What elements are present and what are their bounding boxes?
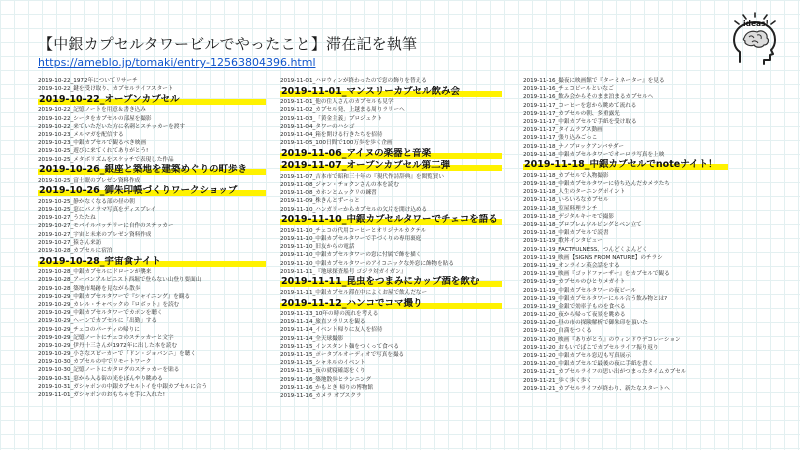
activity-item: 2019-10-27_モバイルバッテリーに自作のステッカー <box>38 223 174 230</box>
activity-item: 2019-11-19_映画【SIGNS FROM NATURE】のチラシ <box>523 254 663 261</box>
activity-item: 2019-10-27_うたたね <box>38 215 96 222</box>
activity-item: 2019-11-19_FACTFULNESS、つんどくよんどく <box>523 246 648 253</box>
activity-item: 2019-11-19_金銀で効率子ものを食べる <box>523 303 626 310</box>
activity-item: 2019-11-18_カプセルで入物撮影 <box>523 172 609 179</box>
activity-item: 2019-10-29_チェコのパーティの帰りに <box>38 326 140 333</box>
activity-item: 2019-11-20_昼の市の探険解析で御朱印を頂いた <box>523 320 648 327</box>
activity-item: 2019-11-18_ナノブロックアンバサダー <box>523 143 625 150</box>
activity-item: 2019-11-17_コーヒーを窓から眺めて流れる <box>523 102 637 109</box>
activity-item: 2019-10-25_メタボリズムをスケッチで表現した作品 <box>38 156 174 163</box>
activity-item: 2019-10-25_富士眠のプレゼン資料作成 <box>38 177 141 184</box>
activity-item: 2019-11-14_イベント帰りに友人を招待 <box>280 327 383 334</box>
activity-item: 2019-11-20_映画『ありがとう』のウィンドウデコレーション <box>523 336 681 343</box>
highlighted-activity-item: 2019-10-28_宇宙食ナイト <box>38 256 266 268</box>
activity-item: 2019-11-17_カプセルの朝、多重露光 <box>523 110 620 117</box>
activity-item: 2019-10-29_中銀カプセルタワーでカポンを聴く <box>38 310 163 317</box>
activity-item: 2019-10-30_記憶ノートにカタログのステッカーを貼る <box>38 367 180 374</box>
activity-item: 2019-11-18_中銀カプセルタワーに待ち込んだカメラたち <box>523 181 670 188</box>
activity-item: 2019-11-14_全天球撮影 <box>280 335 344 342</box>
activity-item: 2019-10-22_来ていただいた方に名刺とステッカーを渡す <box>38 123 186 130</box>
activity-item: 2019-10-31_ガシャポンの中銀カプセルトイを中銀カプセルに合う <box>38 383 208 390</box>
activity-item: 2019-11-15_夜の就寝確認をくり <box>280 368 366 375</box>
lightbulb-head-icon <box>726 12 784 68</box>
activity-item: 2019-11-10_チェコの代用コーヒーとオリジナルカクテル <box>280 227 427 234</box>
activity-item: 2019-11-19_中銀カプセルタワーの夜ビール <box>523 287 637 294</box>
activity-item: 2019-11-19_オンライン英会話をする <box>523 262 620 269</box>
activity-item: 2019-11-10_中銀カプセルタワーで手づくりの専用裏庭 <box>280 235 422 242</box>
activity-item: 2019-11-15_インスタント麺をつくって食べる <box>280 343 399 350</box>
activity-item: 2019-11-20_中銀カプセル窓辺も写真展示 <box>523 353 631 359</box>
activity-item: 2019-11-16_撮夜に映画館で『ターミネーター』を見る <box>523 78 665 84</box>
activity-item: 2019-11-19_中銀カプセルタワーにルル合う飲み物とは? <box>523 295 668 302</box>
activity-item: 2019-11-19_カプセルのひとりメガイト <box>523 279 626 286</box>
activity-item: 2019-11-03_「黄金主義」プロジェクト <box>280 115 383 122</box>
activity-item: 2019-10-27_宇宙と未来のプレゼン資料作成 <box>38 231 152 238</box>
activity-item: 2019-10-25_遊びに来てくれてありがとう! <box>38 148 149 155</box>
highlighted-activity-item: 2019-10-26_御朱印帳づくりワークショップ <box>38 185 266 197</box>
highlighted-activity-item: 2019-11-18_中銀カプセルでnoteナイト！ <box>523 159 728 171</box>
activity-item: 2019-11-11_中銀カプセル滞在中によくお屋で飲んだなー <box>280 289 428 296</box>
activity-item: 2019-10-22_鍵を受け取り、カプセルライフスタート <box>38 86 174 93</box>
activity-item: 2019-11-08_カホンとムックリの練習 <box>280 190 377 197</box>
activity-item: 2019-11-16_築地散歩とランニング <box>280 376 372 383</box>
activity-item: 2019-11-21_歩く歩く歩く <box>523 377 592 384</box>
activity-item: 2019-10-25_静かなくなる部の昼の朝 <box>38 198 135 205</box>
activity-item: 2019-11-20_中銀カプセルで最後の夜に手紙を書く <box>523 361 654 368</box>
activity-item: 2019-11-18_いろいろなカプセル <box>523 197 609 204</box>
activity-item: 2019-11-01_ガシャポンのおもちゃを手に入れた! <box>38 392 165 398</box>
activity-item: 2019-11-21_カプセルライフの思い出がつまったタイムカプセル <box>523 369 687 376</box>
highlighted-activity-item: 2019-10-26_銀座と築地を建築めぐりの町歩き <box>38 164 266 176</box>
activity-item: 2019-11-20_おもいでばこでカプセルライフ振り返り <box>523 344 659 351</box>
activity-item: 2019-11-13_10年の時の流れを考える <box>280 311 379 318</box>
activity-item: 2019-11-09_株きんとずーっと <box>280 198 360 205</box>
activity-item: 2019-10-29_伊丹十三さんが1972年に出した本を読む <box>38 342 178 349</box>
activity-item: 2019-11-16_かもとき 帰りの博物館 <box>280 384 374 391</box>
activity-item: 2019-11-02_カプセル発、上越まる周りラリーへ <box>280 107 405 114</box>
activity-item: 2019-11-15_ポータブルオーディオで写真を撮る <box>280 352 405 358</box>
activity-item: 2019-11-18_人生のターニングポイント <box>523 189 626 196</box>
activity-item: 2019-10-28_築地市場跡を見ながら散歩 <box>38 285 141 292</box>
highlighted-activity-item: 2019-11-06_アイヌの楽器と音楽 <box>280 148 502 160</box>
activity-item: 2019-11-01_他の住人さんのカプセルも見学 <box>280 99 394 106</box>
activity-item: 2019-11-10_ハンガリーからカプセルの欠片を開け込める <box>280 206 428 213</box>
blog-url-link[interactable]: https://ameblo.jp/tomaki/entry-12563804396.html <box>38 56 316 69</box>
activity-item: 2019-11-19_映画『ゴッドファーザー』をカプセルで観る <box>523 271 670 278</box>
activity-item: 2019-10-22_記憶ノートを用意＆書き込み <box>38 107 146 114</box>
activity-item: 2019-11-19_歌丼インタビュー <box>523 238 603 245</box>
activity-item: 2019-10-22_シータをカプセルの部屋を撮影 <box>38 115 152 122</box>
activity-item: 2019-10-29_カレル・チャペックの『ロボット』を読む <box>38 301 180 308</box>
ideas-logo <box>726 12 784 68</box>
highlighted-activity-item: 2019-11-10_中銀カプセルタワーでチェコを語る <box>280 214 502 226</box>
activity-item: 2019-11-16_チェコビールといなご <box>523 86 614 93</box>
activity-item: 2019-11-07_吉本市で昭和三十年の『現代作詩辞典』を閲覧買い <box>280 173 444 180</box>
highlighted-activity-item: 2019-11-01_マンスリーカプセル飲み会 <box>280 86 502 98</box>
activity-item: 2019-10-30_カプセルの中でリモートワーク <box>38 359 152 366</box>
activity-item: 2019-10-23_メルマガを配信する <box>38 131 124 138</box>
activity-item: 2019-11-16_カメラ オブスクラ <box>280 392 362 399</box>
activity-column-3 <box>523 77 728 393</box>
activity-item: 2019-11-21_カプセルライフが終わり、新たなスタートへ <box>523 385 670 392</box>
activity-item: 2019-11-10_中銀カプセルタワーのアイコニックな外窓に飾物を貼る <box>280 260 454 267</box>
activity-item: 2019-10-28_アーバンアルピニスト西堀で登らない山登り要面山 <box>38 277 202 284</box>
activity-item: 2019-11-17_張り込みごっこ <box>523 135 598 142</box>
activity-item: 2019-11-18_デジタルキーモで撮影 <box>523 213 614 220</box>
activity-item: 2019-10-25_窓にパノラマ写真をディスプレイ <box>38 207 157 214</box>
activity-item: 2019-11-17_タイムラプス動画 <box>523 127 603 134</box>
activity-item: 2019-11-18_プロブレムソルビングとベン立て <box>523 222 642 228</box>
activity-item: 2019-10-28_中銀カプセルにドローンが襲来 <box>38 269 152 276</box>
activity-item: 2019-11-01_ハロウィンが終わったので窓の飾りを替える <box>280 78 427 84</box>
activity-item: 2019-11-20_自満をつくる <box>523 328 592 335</box>
activity-item: 2019-11-04_タワーのハシゴ <box>280 123 355 130</box>
highlighted-activity-item: 2019-11-11_昆虫をつまみにカップ酒を飲む <box>280 276 502 288</box>
activity-item: 2019-11-14_旅直ソラリスを観る <box>280 319 366 326</box>
activity-item: 2019-10-29_ヘーンでカプセルに「出勤」する <box>38 318 158 325</box>
activity-item: 2019-10-22_1972年についてリサーチ <box>38 78 138 84</box>
highlighted-activity-item: 2019-11-12_ハンコでコマ撮り <box>280 298 502 310</box>
activity-item: 2019-11-15_シャネルのイベント <box>280 360 366 367</box>
activity-item: 2019-11-16_飲み会からそのまま泊まるカプセルへ <box>523 94 654 101</box>
highlighted-activity-item: 2019-10-22_オープンカプセル <box>38 94 266 106</box>
highlighted-activity-item: 2019-11-07_オープンカプセル第二弾 <box>280 160 502 172</box>
activity-item: 2019-11-08_ジャン・チョクンさんの本を読む <box>280 182 399 188</box>
activity-item: 2019-10-23_中銀カプセルで観るべき映画 <box>38 140 146 147</box>
activity-column-1 <box>38 77 266 399</box>
activity-item: 2019-10-27_猿さん来訪 <box>38 239 102 246</box>
activity-item: 2019-10-28_カプセルに宿泊 <box>38 248 113 254</box>
activity-item: 2019-11-11_『地球探査船号 ゴジラ対ガイガン』 <box>280 268 407 275</box>
logo-label: ideas! <box>743 19 769 28</box>
activity-item: 2019-11-18_中銀カプセルで読書 <box>523 230 609 237</box>
activity-item: 2019-11-10_中銀カプセルタワーの窓に付属で飾を描く <box>280 252 422 259</box>
activity-item: 2019-10-31_窓から入る街の光をぼんやり眺める <box>38 375 163 382</box>
activity-item: 2019-11-04_箱を開ける行きたちを招待 <box>280 131 383 138</box>
activity-column-2 <box>280 77 502 400</box>
activity-item: 2019-11-05_100日間で100万歩を歩く企画 <box>280 140 393 147</box>
activity-item: 2019-11-20_夜から帰って夜景を眺める <box>523 312 626 319</box>
activity-item: 2019-11-17_中銀カプセルで手紙を受け取る <box>523 118 637 125</box>
activity-item: 2019-10-29_小さなスピーカーで「ドン・ジョバンニ」を聴く <box>38 351 196 358</box>
activity-item: 2019-10-29_中銀カプセルタワーで『シャイニング』を観る <box>38 293 191 300</box>
activity-item: 2019-11-18_室屋料理ランチ <box>523 205 598 212</box>
activity-item: 2019-10-29_記憶ノートにチェコのステッカーと文字 <box>38 334 174 341</box>
page-title: 【中銀カプセルタワービルでやったこと】滞在記を執筆 <box>38 35 418 53</box>
activity-item: 2019-11-10_旧友からの電話 <box>280 244 355 251</box>
activity-item: 2019-11-18_中銀カプセルタワーでオーロラ写真を上映 <box>523 151 665 158</box>
